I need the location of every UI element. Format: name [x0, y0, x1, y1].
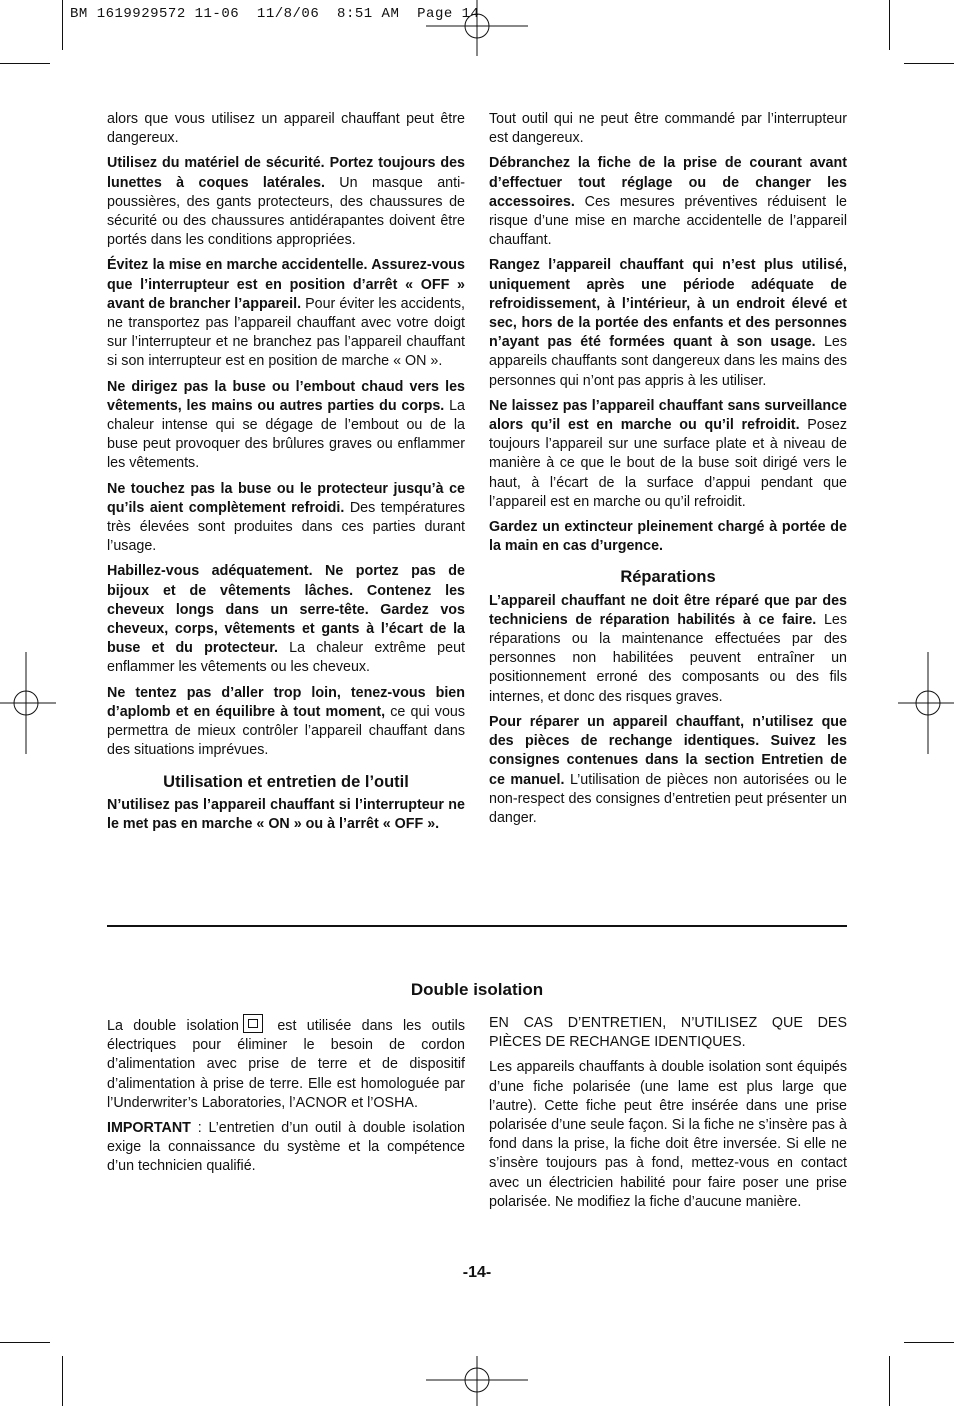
crop-mark [0, 1342, 50, 1343]
registration-mark-icon [0, 652, 56, 754]
crop-mark [904, 1342, 954, 1343]
warning-lead: Ne laissez pas l’appareil chauffant sans surveillance alors qu’il est en marche ou qu’il refroidit. [489, 397, 847, 434]
warning-lead: Évitez la mise en marche accidentelle. Assurez-vous que l’interrupteur est en position d’arrêt « OFF » avant de brancher l’appareil. [107, 257, 465, 312]
registration-mark-icon [898, 652, 954, 754]
paragraph: alors que vous utilisez un appareil chauffant peut être dangereux. [107, 111, 465, 147]
warning-text: ce qui vous permettra de mieux contrôler l’appareil chauffant dans des situations imprévues. [107, 703, 465, 759]
paragraph [489, 154, 847, 250]
paragraph [489, 713, 847, 828]
crop-mark [904, 63, 954, 64]
warning-lead: L’appareil chauffant ne doit être réparé que par des techniciens de réparation habilités à ce faire. [489, 592, 847, 628]
warning-text: Les réparations ou la maintenance effectuées par des personnes non habilitées peuvent entraîner un positionnement erroné des composants ou des fils internes, et donc des risques graves. [489, 611, 847, 705]
crop-mark [62, 1356, 63, 1406]
warning-text: Posez toujours l’appareil sur une surface plate et à niveau de manière à ce que le bout de la buse soit dirigé vers le haut, à l’écart de la surface d’appui pendant que l’appareil est en marche ou qu’il refroidit. [489, 417, 847, 510]
double-insulation-icon [243, 1014, 263, 1033]
paragraph [107, 378, 465, 474]
warning-text: La chaleur extrême peut enflammer les vêtements ou les cheveux. [107, 640, 466, 676]
left-column [107, 110, 465, 840]
paragraph [107, 684, 465, 761]
warning-text: Ces mesures préventives réduisent le risque d’une mise en marche accidentelle de l’appareil chauffant. [489, 193, 847, 249]
section-divider [107, 925, 847, 927]
warning-text: Des températures très élevées sont produites dans ces parties durant l’usage. [107, 499, 465, 555]
important-label: IMPORTANT [107, 1120, 191, 1137]
crop-mark [889, 0, 890, 50]
paragraph [107, 480, 465, 557]
paragraph: Gardez un extincteur pleinement chargé à portée de la main en cas d’urgence. [489, 519, 847, 555]
warning-text: L’utilisation de pièces non autorisées ou le non-respect des consignes d’entretien peut présenter un danger. [489, 771, 847, 826]
section-heading: Réparations [620, 568, 716, 587]
warning-text: Un masque anti-poussières, des gants protecteurs, des chaussures de sécurité ou des chaussures antidérapantes doivent être portés dans les conditions appropriées. [107, 174, 465, 249]
warning-text: Les appareils chauffants sont dangereux dans les mains des personnes qui n’ont pas appris à les utiliser. [489, 334, 847, 389]
paragraph [107, 1014, 465, 1113]
warning-lead: Rangez l’appareil chauffant qui n’est plus utilisé, uniquement après une période adéquate de refroidissement, à l’intérieur, à un endroit élevé et sec, hors de la portée des enfants et des personnes n’ayant pas été formées quant à son usage. [489, 257, 847, 351]
crop-mark [889, 1356, 890, 1406]
paragraph: N’utilisez pas l’appareil chauffant si l’interrupteur ne le met pas en marche « ON » ou à l’arrêt « OFF ». [107, 796, 465, 832]
double-isolation-left-column [107, 1014, 465, 1183]
paragraph [107, 562, 465, 677]
crop-mark [0, 63, 50, 64]
warning-lead: Ne tentez pas d’aller trop loin, tenez-vous bien d’aplomb et en équilibre à tout moment, [107, 684, 465, 720]
warning-lead: Débranchez la fiche de la prise de courant avant d’effectuer tout réglage ou de changer les accessoires. [489, 155, 847, 210]
double-isolation-title: Double isolation [410, 980, 544, 999]
double-isolation-right-column [489, 1014, 847, 1218]
warning-lead: Pour réparer un appareil chauffant, n’utilisez que des pièces de rechange identiques. Suivez les consignes contenues dans la section Entretien de ce manuel. [489, 713, 847, 788]
paragraph-text: : L’entretien d’un outil à double isolation exige la connaissance du système et la compétence d’un technicien qualifié. [107, 1120, 465, 1175]
paragraph [107, 1119, 465, 1177]
paragraph [489, 397, 847, 512]
paragraph [489, 256, 847, 390]
warning-text: Pour éviter les accidents, ne transportez pas l’appareil chauffant avec votre doigt sur l’interrupteur et ne branchez pas l’appareil chauffant si son interrupteur est en position de marche « ON ». [107, 295, 465, 370]
warning-lead: Ne touchez pas la buse ou le protecteur jusqu’à ce qu’ils aient complètement refroidi. [107, 480, 465, 516]
paragraph-text: La double isolation [107, 1018, 239, 1034]
paragraph: EN CAS D’ENTRETIEN, N’UTILISEZ QUE DES PIÈCES DE RECHANGE IDENTIQUES. [489, 1015, 847, 1051]
registration-mark-icon [426, 0, 528, 56]
warning-lead: Habillez-vous adéquatement. Ne portez pas de bijoux et de vêtements lâches. Contenez les cheveux longs dans un serre-tête. Gardez vos cheveux, corps, vêtements et gants à l’écart de la buse et du protecteur. [107, 563, 465, 657]
crop-mark [62, 0, 63, 50]
paragraph [107, 154, 465, 250]
right-column [489, 110, 847, 834]
print-slug: BM 1619929572 11-06 11/8/06 8:51 AM Page 14 [70, 6, 480, 22]
section-heading: Utilisation et entretien de l’outil [163, 772, 409, 791]
registration-mark-icon [426, 1356, 528, 1406]
paragraph-text: est utilisée dans les outils électriques pour éliminer le besoin de cordon d’alimentation avec prise de terre et de dispositif d’alimentation à prise de terre. Elle est homologuée par l’Underwriter’s Laboratories, l’ACNOR et l’OSHA. [107, 1018, 465, 1111]
warning-text: La chaleur intense qui se dégage de l’embout ou de la buse peut provoquer des brûlures graves ou enflammer les vêtements. [107, 397, 466, 472]
paragraph: Les appareils chauffants à double isolation sont équipés d’une fiche polarisée (une lame est plus large que l’autre). Cette fiche peut être insérée dans une prise polarisée d’une seule façon. Si la fiche ne s’insère pas à fond dans la prise, la fiche doit être inversée. Si elle ne s’insère toujours pas à fond, mettez-vous en contact avec un électricien habilité pour faire poser une prise polarisée. Ne modifiez la fiche d’aucune manière. [489, 1059, 847, 1210]
warning-lead: Ne dirigez pas la buse ou l’embout chaud vers les vêtements, les mains ou autres parties du corps. [107, 378, 465, 414]
page-number: -14- [462, 1264, 492, 1281]
warning-lead: Utilisez du matériel de sécurité. Portez toujours des lunettes à coques latérales. [107, 155, 465, 191]
paragraph [107, 256, 465, 371]
paragraph: Tout outil qui ne peut être commandé par l’interrupteur est dangereux. [489, 111, 847, 147]
paragraph [489, 592, 847, 707]
